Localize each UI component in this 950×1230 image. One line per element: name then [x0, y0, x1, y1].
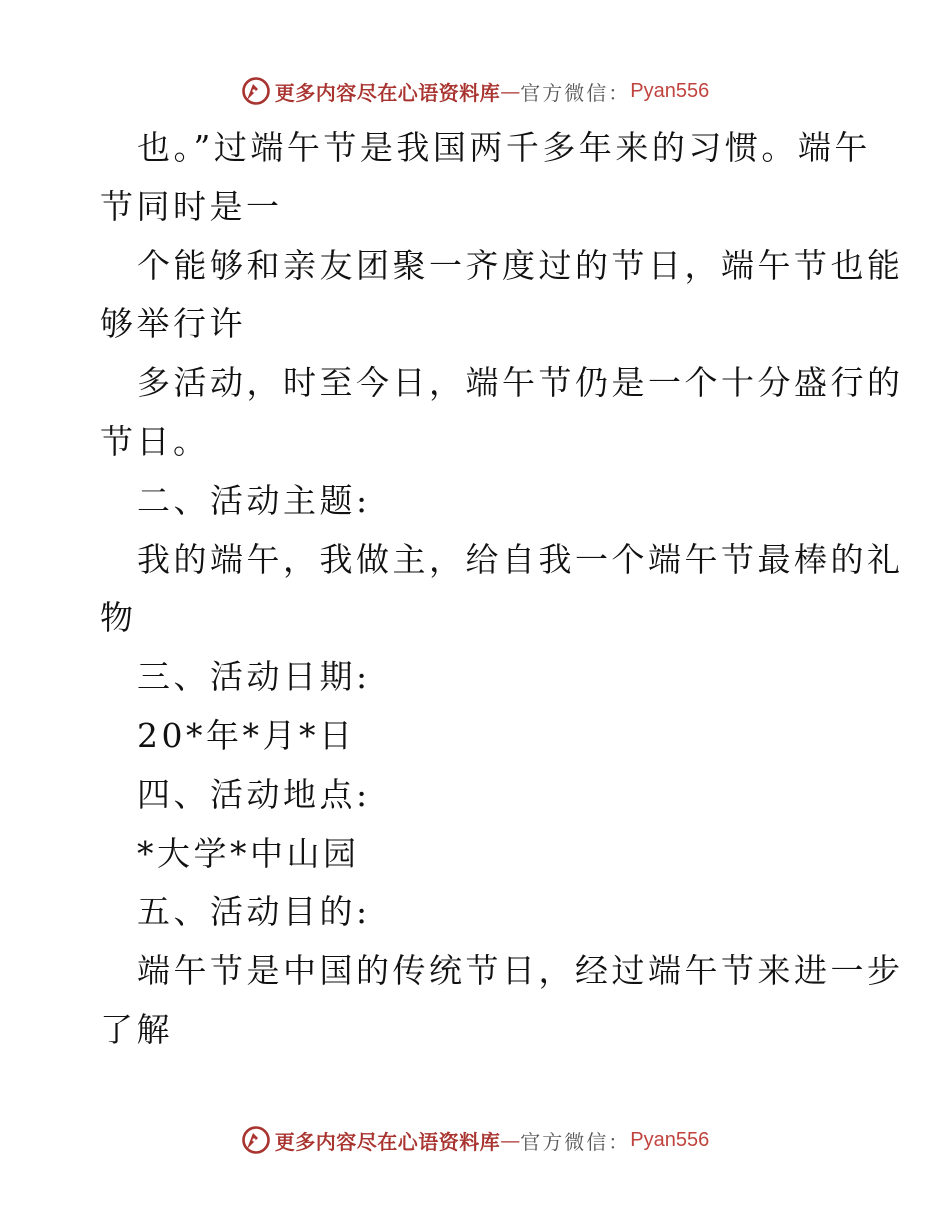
- pen-nib-logo-icon: [241, 1125, 271, 1155]
- text-line: 节日。: [100, 421, 210, 461]
- document-body: [100, 119, 904, 1060]
- text-line: 多活动，时至今日，端午节仍是一个十分盛行的: [137, 363, 904, 403]
- text-line: 也。”过端午节是我国两千多年来的习惯。端午: [137, 128, 871, 167]
- wechat-id: Pyan556: [630, 1128, 710, 1151]
- text-line: 物: [100, 598, 137, 638]
- banner-separator: —: [500, 79, 521, 103]
- text-line: 二、活动主题:: [137, 480, 371, 520]
- wechat-id: Pyan556: [630, 79, 710, 102]
- text-line: 我的端午，我做主，给自我一个端午节最棒的礼: [137, 539, 904, 579]
- site-text: 更多内容尽在心语资料库: [274, 1129, 501, 1154]
- text-line: 端午节是中国的传统节日，经过端午节来进一步: [137, 951, 904, 991]
- text-line: 了解: [100, 1009, 173, 1049]
- wechat-label: 官方微信：: [520, 80, 631, 105]
- wechat-label: 官方微信：: [520, 1129, 631, 1154]
- text-line: 五、活动目的:: [137, 892, 371, 932]
- footer-banner: [0, 1120, 950, 1160]
- site-text: 更多内容尽在心语资料库: [274, 80, 501, 105]
- text-line: 节同时是一: [100, 186, 283, 226]
- text-line: 够举行许: [100, 304, 246, 344]
- text-line: 20*年*月*日: [137, 715, 356, 755]
- text-line: 个能够和亲友团聚一齐度过的节日，端午节也能: [137, 245, 904, 285]
- header-banner: [0, 71, 950, 111]
- pen-nib-logo-icon: [241, 76, 271, 106]
- text-line: 三、活动日期:: [137, 657, 371, 697]
- text-line: 四、活动地点:: [137, 774, 371, 814]
- banner-separator: —: [500, 1128, 521, 1152]
- text-line: *大学*中山园: [137, 833, 360, 873]
